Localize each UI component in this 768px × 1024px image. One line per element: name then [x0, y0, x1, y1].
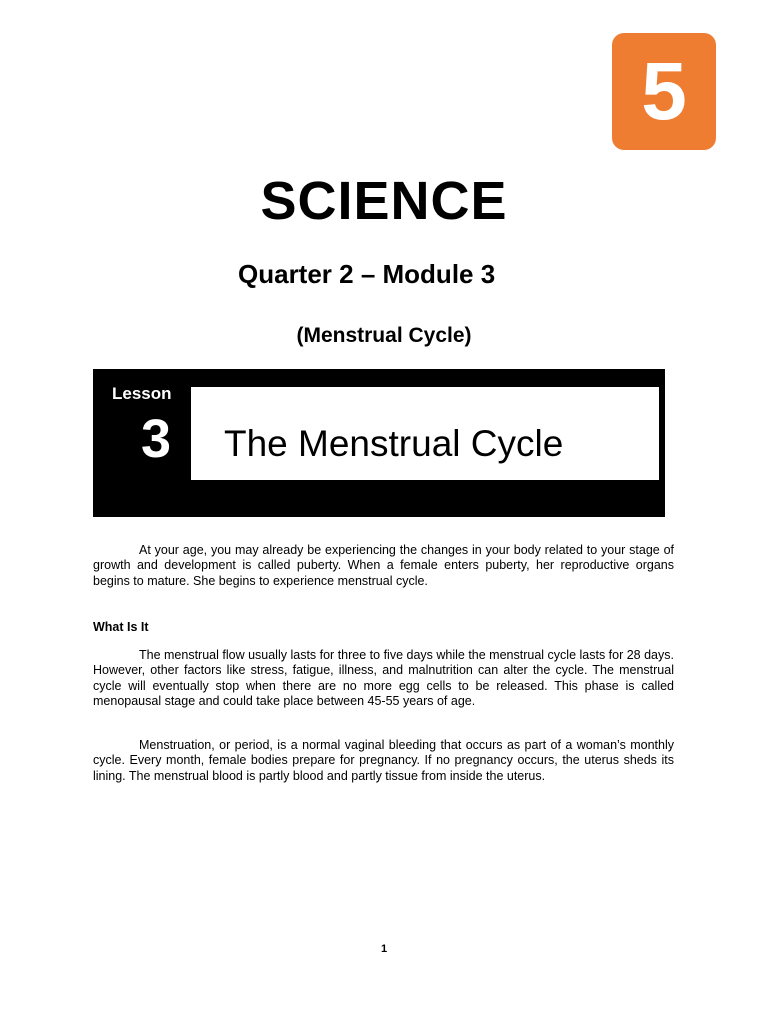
intro-paragraph: At your age, you may already be experiencing the changes in your body related to your stage of growth and development is called puberty. When a female enters puberty, her reproductive organs begins to mature. She begins to experience menstrual cycle. [93, 543, 674, 588]
section-heading-what-is-it: What Is It [93, 620, 149, 634]
lesson-banner [93, 369, 665, 517]
lesson-title-box [191, 387, 659, 480]
subject-title: SCIENCE [260, 171, 508, 231]
quarter-module-heading: Quarter 2 – Module 3 [238, 259, 496, 289]
lesson-number: 3 [141, 409, 172, 469]
body-paragraph: The menstrual flow usually lasts for three to five days while the menstrual cycle lasts for 28 days. However, other factors like stress, fatigue, illness, and malnutrition can alter the cycle. The menstrual cycle will eventually stop when there are no more egg cells to be released. This phase is called menopausal stage and could take place between 45-55 years of age. [93, 648, 674, 708]
grade-badge: 5 [612, 33, 716, 150]
lesson-label: Lesson [112, 384, 172, 403]
page-number: 1 [380, 943, 388, 955]
module-topic: (Menstrual Cycle) [296, 324, 472, 347]
lesson-title: The Menstrual Cycle [224, 422, 564, 464]
body-paragraph: Menstruation, or period, is a normal vaginal bleeding that occurs as part of a woman’s monthly cycle. Every month, female bodies prepare for pregnancy. If no pregnancy occurs, the uterus sheds its lining. The menstrual blood is partly blood and partly tissue from inside the uterus. [93, 738, 674, 783]
